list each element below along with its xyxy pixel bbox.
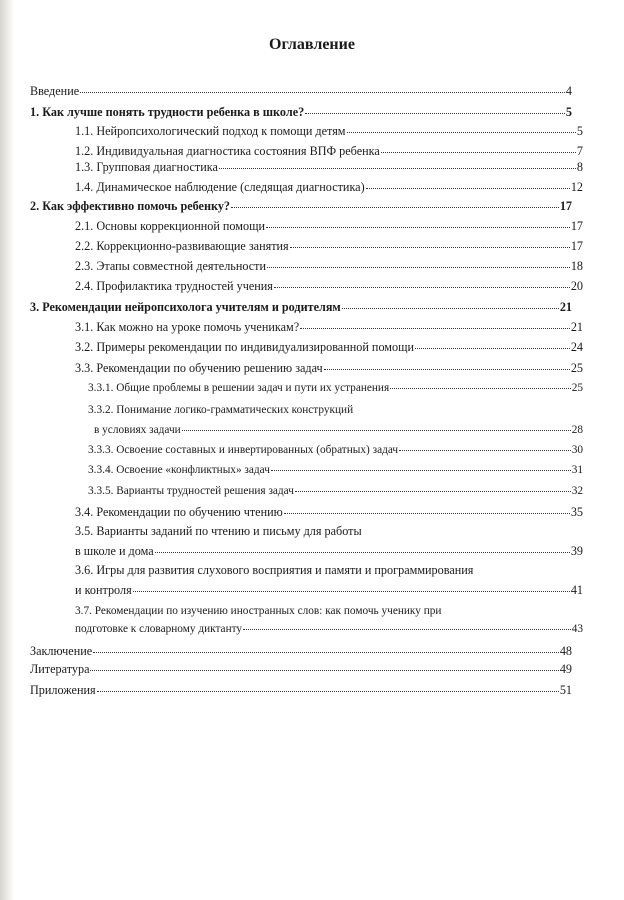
toc-entry <box>75 583 583 598</box>
toc-entry <box>75 180 583 195</box>
toc-entry-label: 1.3. Групповая диагностика <box>75 160 218 174</box>
toc-entry <box>30 199 572 214</box>
toc-entry-label: 1.2. Индивидуальная диагностика состояния ВПФ ребенка <box>75 144 380 158</box>
toc-entry <box>75 563 473 578</box>
toc-entry <box>75 144 583 159</box>
toc-leader-dots <box>231 206 559 208</box>
toc-leader-dots <box>342 307 559 309</box>
toc-leader-dots <box>295 490 571 492</box>
toc-entry-label: 3.1. Как можно на уроке помочь ученикам? <box>75 320 300 334</box>
toc-entry-page: 17 <box>559 199 572 213</box>
toc-entry <box>75 340 583 355</box>
toc-entry-page: 49 <box>559 662 572 676</box>
toc-entry-page: 4 <box>565 84 572 98</box>
toc-entry-label: в школе и дома <box>75 544 154 558</box>
toc-leader-dots <box>271 469 571 471</box>
toc-entry <box>75 160 583 175</box>
toc-entry <box>75 361 583 376</box>
toc-leader-dots <box>366 187 570 189</box>
toc-entry <box>30 683 572 698</box>
toc-entry-page: 51 <box>559 683 572 697</box>
toc-entry-page: 8 <box>576 160 583 174</box>
toc-entry-label: 1. Как лучше понять трудности ребенка в школе? <box>30 105 305 119</box>
toc-leader-dots <box>300 327 570 329</box>
toc-leader-dots <box>133 590 570 592</box>
toc-entry <box>75 505 583 520</box>
toc-entry <box>88 381 583 396</box>
toc-entry-label: 3.3. Рекомендации по обучению решению задач <box>75 361 323 375</box>
toc-leader-dots <box>93 651 559 653</box>
toc-leader-dots <box>90 669 558 671</box>
toc-leader-dots <box>284 512 570 514</box>
toc-entry <box>75 544 583 559</box>
toc-leader-dots <box>80 91 565 93</box>
toc-leader-dots <box>182 429 571 431</box>
toc-entry <box>30 300 572 315</box>
toc-entry-page: 48 <box>559 644 572 658</box>
toc-entry-label: 3.7. Рекомендации по изучению иностранных слов: как помочь ученику при <box>75 605 442 617</box>
toc-entry-page: 41 <box>570 583 583 597</box>
toc-entry <box>94 423 583 438</box>
toc-entry-label: 2.1. Основы коррекционной помощи <box>75 219 266 233</box>
toc-entry <box>88 403 353 418</box>
toc-entry-page: 32 <box>571 485 583 497</box>
toc-entry-label: 3.6. Игры для развития слухового восприятия и памяти и программирования <box>75 563 474 577</box>
toc-entry-label: 3.2. Примеры рекомендации по индивидуализированной помощи <box>75 340 415 354</box>
toc-entry-label: и контроля <box>75 583 132 597</box>
toc-entry-label: в условиях задачи <box>94 424 181 436</box>
toc-entry-page: 24 <box>570 340 583 354</box>
toc-entry <box>75 279 583 294</box>
toc-leader-dots <box>243 628 571 630</box>
toc-entry <box>75 622 583 637</box>
toc-entry-label: подготовке к словарному диктанту <box>75 623 243 635</box>
toc-entry-label: 2. Как эффективно помочь ребенку? <box>30 199 231 213</box>
toc-entry-label: 3.3.3. Освоение составных и инвертированных (обратных) задач <box>88 444 399 456</box>
toc-entry-page: 17 <box>570 219 583 233</box>
toc-entry <box>30 662 572 677</box>
toc-entry-page: 35 <box>570 505 583 519</box>
toc-entry-page: 43 <box>571 623 583 635</box>
toc-entry-label: Приложения <box>30 683 96 697</box>
toc-entry-page: 7 <box>576 144 583 158</box>
toc-entry-label: Литература <box>30 662 90 676</box>
toc-entry-page: 28 <box>571 424 583 436</box>
toc-leader-dots <box>219 167 576 169</box>
toc-entry <box>75 259 583 274</box>
toc-entry <box>88 443 583 458</box>
toc-leader-dots <box>290 246 570 248</box>
toc-entry-label: 3.3.5. Варианты трудностей решения задач <box>88 485 294 497</box>
toc-entry-page: 12 <box>570 180 583 194</box>
toc-entry-page: 5 <box>565 105 572 119</box>
toc-entry <box>88 484 583 499</box>
toc-entry-page: 20 <box>570 279 583 293</box>
toc-leader-dots <box>274 286 570 288</box>
toc-entry-page: 21 <box>559 300 572 314</box>
page-binding-shadow <box>0 0 14 900</box>
toc-leader-dots <box>266 226 570 228</box>
toc-entry <box>75 239 583 254</box>
toc-entry-page: 30 <box>571 444 583 456</box>
toc-entry-page: 17 <box>570 239 583 253</box>
toc-entry-label: 3.5. Варианты заданий по чтению и письму для работы <box>75 524 362 538</box>
page-title: Оглавление <box>269 36 355 53</box>
toc-entry-page: 5 <box>576 124 583 138</box>
toc-entry <box>75 604 441 619</box>
toc-leader-dots <box>415 347 570 349</box>
toc-leader-dots <box>390 387 571 389</box>
toc-entry <box>75 219 583 234</box>
toc-entry-label: 3. Рекомендации нейропсихолога учителям и родителям <box>30 300 341 314</box>
toc-entry-page: 25 <box>570 361 583 375</box>
toc-leader-dots <box>324 368 570 370</box>
toc-entry-page: 39 <box>570 544 583 558</box>
toc-entry-label: 3.3.2. Понимание логико-грамматических конструкций <box>88 404 354 416</box>
toc-entry-label: 2.4. Профилактика трудностей учения <box>75 279 273 293</box>
toc-entry-page: 25 <box>571 382 583 394</box>
toc-leader-dots <box>305 112 565 114</box>
toc-entry-label: Заключение <box>30 644 93 658</box>
toc-entry-label: 2.2. Коррекционно-развивающие занятия <box>75 239 289 253</box>
toc-leader-dots <box>347 131 576 133</box>
toc-entry <box>30 84 572 99</box>
toc-entry-label: 3.4. Рекомендации по обучению чтению <box>75 505 283 519</box>
toc-entry <box>30 105 572 120</box>
toc-leader-dots <box>381 151 576 153</box>
toc-entry-label: 2.3. Этапы совместной деятельности <box>75 259 267 273</box>
toc-entry-label: 3.3.1. Общие проблемы в решении задач и пути их устранения <box>88 382 390 394</box>
toc-entry-label: Введение <box>30 84 80 98</box>
toc-entry <box>75 320 583 335</box>
toc-leader-dots <box>399 449 571 451</box>
toc-entry-page: 18 <box>570 259 583 273</box>
toc-entry <box>88 463 583 478</box>
toc-leader-dots <box>267 266 570 268</box>
toc-leader-dots <box>97 690 559 692</box>
toc-entry-page: 21 <box>570 320 583 334</box>
toc-entry-label: 1.1. Нейропсихологический подход к помощи детям <box>75 124 346 138</box>
toc-entry-page: 31 <box>571 464 583 476</box>
toc-entry-label: 3.3.4. Освоение «конфликтных» задач <box>88 464 270 476</box>
toc-entry <box>30 644 572 659</box>
toc-leader-dots <box>155 551 570 553</box>
toc-entry-label: 1.4. Динамическое наблюдение (следящая диагностика) <box>75 180 365 194</box>
toc-entry <box>75 124 583 139</box>
toc-entry <box>75 524 362 539</box>
